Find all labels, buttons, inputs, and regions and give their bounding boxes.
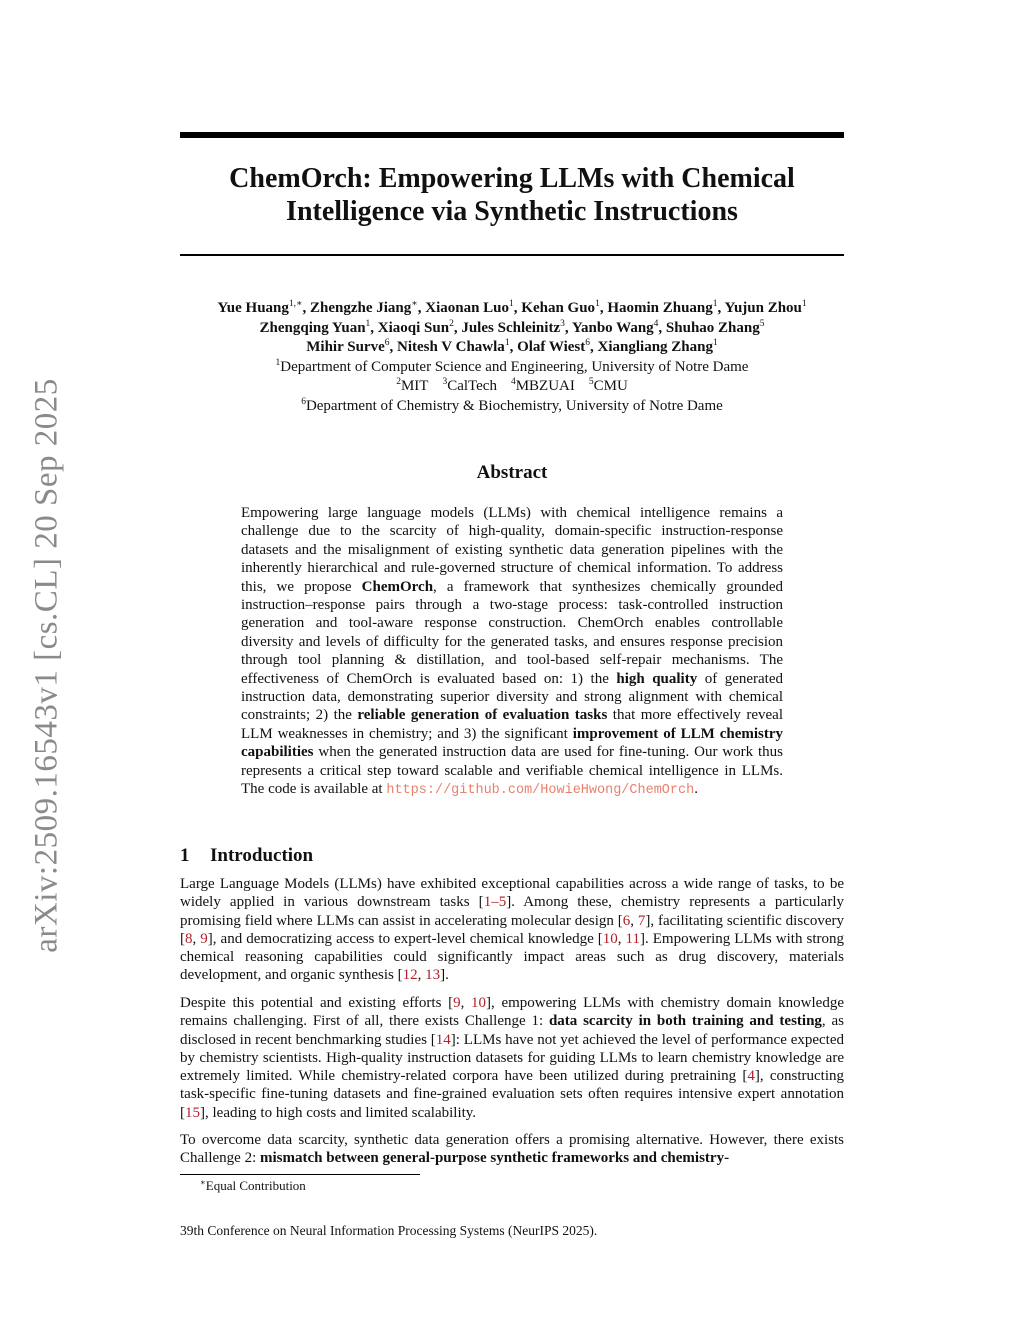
author-affiliation-mark: ∗: [411, 299, 418, 309]
footnote-text: Equal Contribution: [205, 1178, 306, 1193]
affiliation-text: Department of Computer Science and Engineering, University of Notre Dame: [280, 358, 749, 375]
paper-title-line-2: Intelligence via Synthetic Instructions: [286, 196, 738, 227]
author-affiliation-mark: 1: [712, 338, 718, 349]
abstract-bold-text: reliable generation of evaluation tasks: [357, 707, 608, 724]
author-name: Xiangliang Zhang: [597, 339, 713, 356]
author-affiliation-mark: 1: [509, 299, 514, 309]
author-line-2: Zhengqing Yuan$^1$, Xiaoqi Sun$^2$, Jules Schleinitz$^3$, Yanbo Wang$^4$, Shuhao Zhang$^5$: [259, 318, 765, 336]
citation-link[interactable]: 1–5: [483, 894, 507, 911]
citation-link[interactable]: 9: [200, 930, 208, 947]
citation-link[interactable]: 4: [747, 1068, 755, 1085]
citation-link[interactable]: 13: [425, 967, 441, 984]
affiliation-mark: 1: [275, 357, 281, 368]
author-name: Nitesh V Chawla: [397, 339, 505, 356]
citation-link[interactable]: 10: [471, 995, 487, 1011]
affiliation-mark: 2: [396, 377, 401, 388]
affiliation-line-1: [150, 358, 874, 378]
title-top-rule: [180, 132, 844, 138]
affiliation-text: MIT: [400, 378, 429, 395]
affiliation-text: CalTech: [447, 378, 497, 395]
author-name: Zhengzhe Jiang: [310, 300, 412, 316]
abstract-bold-text: ChemOrch: [361, 578, 434, 595]
citation-link[interactable]: 14: [435, 1031, 451, 1048]
paragraph-bold-text: data scarcity in both training and testing: [548, 1013, 822, 1030]
citation-link[interactable]: 8: [185, 930, 193, 947]
section-heading-introduction: [180, 845, 313, 867]
author-affiliation-mark: 1: [801, 299, 807, 309]
paragraph-bold-text: mismatch between general-purpose synthetic frameworks and chemistry-: [259, 1150, 730, 1167]
arxiv-identifier-text: arXiv:2509.16543v1 [cs.CL] 20 Sep 2025: [28, 377, 65, 953]
section-title: Introduction: [210, 845, 314, 866]
abstract-heading: Abstract: [476, 462, 548, 483]
author-name: Yanbo Wang: [571, 319, 654, 336]
author-affiliation-mark: 1: [365, 318, 371, 329]
author-name: Yue Huang: [217, 300, 289, 316]
author-name: Xiaoqi Sun: [377, 319, 450, 336]
abstract-bold-text: high quality: [616, 670, 698, 687]
author-affiliation-mark: 2: [449, 318, 454, 329]
abstract-bold-text: improvement of LLM chemistry capabilities: [241, 725, 784, 761]
affiliation-text: MBZUAI: [515, 378, 575, 395]
author-block: [150, 299, 874, 417]
author-affiliation-mark: 1: [712, 299, 718, 309]
author-name: Jules Schleinitz: [461, 319, 561, 336]
footnote-rule: [180, 1174, 420, 1175]
author-line-3: Mihir Surve$^6$, Nitesh V Chawla$^1$, Olaf Wiest$^6$, Xiangliang Zhang$^1$: [306, 338, 718, 356]
author-name: Haomin Zhuang: [607, 300, 713, 316]
citation-link[interactable]: 6: [622, 912, 631, 929]
author-name: Yujun Zhou: [724, 300, 802, 316]
affiliation-text: CMU: [593, 378, 628, 395]
author-affiliation-mark: 6: [585, 338, 591, 349]
author-affiliation-mark: 5: [759, 318, 765, 329]
paper-title: [180, 162, 844, 228]
code-repository-link[interactable]: https://github.com/HowieHwong/ChemOrch: [386, 783, 695, 799]
author-name: Zhengqing Yuan: [259, 319, 366, 336]
footnote-mark: ∗: [200, 1177, 206, 1187]
author-name: Olaf Wiest: [517, 339, 586, 356]
author-name: Mihir Surve: [306, 339, 385, 356]
author-affiliation-mark: 6: [384, 338, 390, 349]
arxiv-identifier-stamp: [20, 375, 74, 955]
author-name: Xiaonan Luo: [425, 300, 510, 316]
citation-link[interactable]: 7: [637, 912, 646, 929]
affiliation-mark: 6: [301, 396, 306, 407]
affiliation-text: Department of Chemistry & Biochemistry, University of Notre Dame: [305, 397, 723, 414]
section-number: 1: [180, 845, 190, 866]
affiliation-mark: 3: [442, 377, 448, 388]
paper-title-line-1: ChemOrch: Empowering LLMs with Chemical: [229, 163, 795, 194]
conference-venue-footer: 39th Conference on Neural Information Processing Systems (NeurIPS 2025).: [180, 1223, 598, 1238]
citation-link[interactable]: 11: [625, 930, 640, 947]
author-affiliation-mark: 4: [653, 318, 659, 329]
citation-link[interactable]: 12: [402, 967, 418, 984]
citation-link[interactable]: 10: [602, 930, 618, 947]
author-affiliation-mark: 1: [504, 338, 510, 349]
author-affiliation-mark: 1,∗: [288, 299, 303, 309]
intro-paragraph-2: Despite this potential and existing efforts [9, 10], empowering LLMs with chemistry domain knowledge remains challenging. First of all, there exists Challenge 1: data scarcity in both training and testing, as disclosed in recent benchmarking studies [14]: LLMs have not yet achieved the level of performance expected by chemistry scientists. High-quality instruction datasets for guiding LLMs to learn chemistry knowledge are extremely limited. While chemistry-related corpora have been utilized during pretraining [4], constructing task-specific fine-tuning datasets and fine-grained evaluation sets often requires intensive expert annotation [15], leading to high costs and limited scalability.: [180, 995, 844, 1121]
citation-link[interactable]: 9: [453, 995, 461, 1011]
citation-link[interactable]: 15: [185, 1104, 200, 1121]
author-affiliation-mark: 3: [560, 318, 565, 329]
intro-paragraph-1: Large Language Models (LLMs) have exhibited exceptional capabilities across a wide range of tasks, to be widely applied in various downstream tasks [1–5]. Among these, chemistry represents a particularly promising field where LLMs can assist in accelerating molecular design [6, 7], facilitating scientific discovery [8, 9], and democratizing access to expert-level chemical knowledge [10, 11]. Empowering LLMs with strong chemical reasoning capabilities could significantly impact areas such as drug discovery, materials development, and organic synthesis [12, 13].: [180, 876, 844, 984]
author-name: Shuhao Zhang: [665, 319, 760, 336]
footnote-equal-contribution: [200, 1178, 306, 1194]
affiliation-line-3: [150, 397, 874, 417]
author-affiliation-mark: 1: [595, 299, 600, 309]
title-bottom-rule: [180, 254, 844, 256]
author-line-1: Yue Huang$^{1,∗}$, Zhengzhe Jiang∗, Xiaonan Luo$^1$, Kehan Guo$^1$, Haomin Zhuang$^1$, Yujun Zhou$^1$: [217, 299, 807, 316]
abstract-body: Empowering large language models (LLMs) with chemical intelligence remains a challenge due to the scarcity of high-quality, domain-specific instruction-response datasets and the misalignment of existing synthetic data generation pipelines with the inherently hierarchical and rule-governed structure of chemical information. To address this, we propose ChemOrch, a framework that synthesizes chemically grounded instruction–response pairs through a two-stage process: task-controlled instruction generation and tool-aware response construction. ChemOrch enables controllable diversity and levels of difficulty for the generated tasks, and ensures response precision through tool planning & distillation, and tool-based self-repair mechanisms. The effectiveness of ChemOrch is evaluated based on: 1) the high quality of generated instruction data, demonstrating superior diversity and strong alignment with chemical constraints; 2) the reliable generation of evaluation tasks that more effectively reveal LLM weaknesses in chemistry; and 3) the significant improvement of LLM chemistry capabilities when the generated instruction data are used for fine-tuning. Our work thus represents a critical step toward scalable and verifiable chemical intelligence in LLMs. The code is available at https://github.com/HowieHwong/ChemOrch.: [241, 505, 784, 799]
affiliation-mark: 5: [588, 377, 594, 388]
affiliation-mark: 4: [510, 377, 516, 388]
affiliation-line-2: [150, 377, 874, 397]
author-name: Kehan Guo: [521, 300, 596, 316]
intro-paragraph-3: To overcome data scarcity, synthetic data generation offers a promising alternative. However, there exists Challenge 2: mismatch between general-purpose synthetic frameworks and chemistry-: [180, 1132, 844, 1167]
